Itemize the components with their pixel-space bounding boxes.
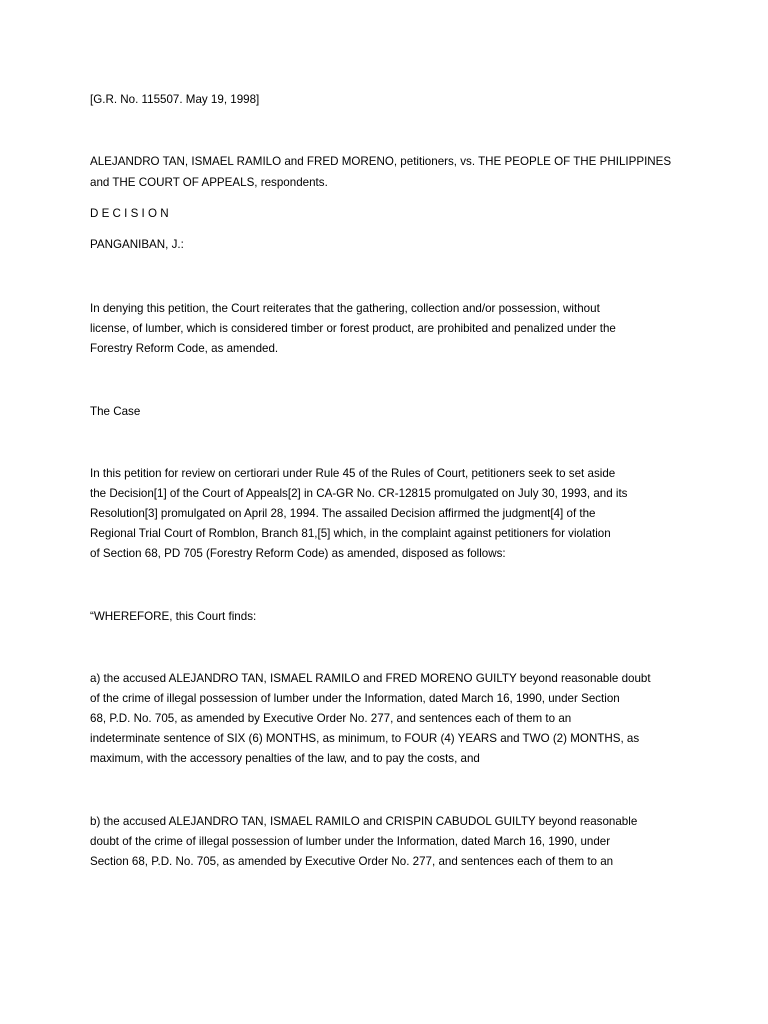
case-paragraph-line: In this petition for review on certiorari under Rule 45 of the Rules of Court, petitioners seek to set aside [90,467,616,480]
parties-line: ALEJANDRO TAN, ISMAEL RAMILO and FRED MORENO, petitioners, vs. THE PEOPLE OF THE PHILIPPINES [90,155,672,168]
item-a-line: a) the accused ALEJANDRO TAN, ISMAEL RAMILO and FRED MORENO GUILTY beyond reasonable doubt [90,672,651,685]
item-a-line: of the crime of illegal possession of lumber under the Information, dated March 16, 1990, under Section [90,692,620,705]
intro-line: Forestry Reform Code, as amended. [90,342,279,355]
section-heading: The Case [90,405,141,418]
item-a-line: 68, P.D. No. 705, as amended by Executive Order No. 277, and sentences each of them to an [90,712,572,725]
case-number: [G.R. No. 115507. May 19, 1998] [90,93,260,106]
ponente: PANGANIBAN, J.: [90,238,184,251]
case-paragraph-line: Regional Trial Court of Romblon, Branch 81,[5] which, in the complaint against petitioners for violation [90,527,611,540]
case-paragraph-line: Resolution[3] promulgated on April 28, 1994. The assailed Decision affirmed the judgment[4] of the [90,507,596,520]
decision-heading: D E C I S I O N [90,207,169,220]
case-paragraph-line: of Section 68, PD 705 (Forestry Reform Code) as amended, disposed as follows: [90,547,506,560]
item-b-line: Section 68, P.D. No. 705, as amended by Executive Order No. 277, and sentences each of them to an [90,855,614,868]
item-b-line: doubt of the crime of illegal possession of lumber under the Information, dated March 16, 1990, under [90,835,611,848]
parties-line: and THE COURT OF APPEALS, respondents. [90,176,328,189]
item-b-line: b) the accused ALEJANDRO TAN, ISMAEL RAMILO and CRISPIN CABUDOL GUILTY beyond reasonable [90,815,638,828]
wherefore-line: “WHEREFORE, this Court finds: [90,610,257,623]
item-a-line: indeterminate sentence of SIX (6) MONTHS, as minimum, to FOUR (4) YEARS and TWO (2) MONTHS, as [90,732,640,745]
case-paragraph-line: the Decision[1] of the Court of Appeals[2] in CA-GR No. CR-12815 promulgated on July 30, 1993, and its [90,487,628,500]
intro-line: license, of lumber, which is considered timber or forest product, are prohibited and penalized under the [90,322,616,335]
item-a-line: maximum, with the accessory penalties of the law, and to pay the costs, and [90,752,480,765]
intro-line: In denying this petition, the Court reiterates that the gathering, collection and/or possession, without [90,302,600,315]
